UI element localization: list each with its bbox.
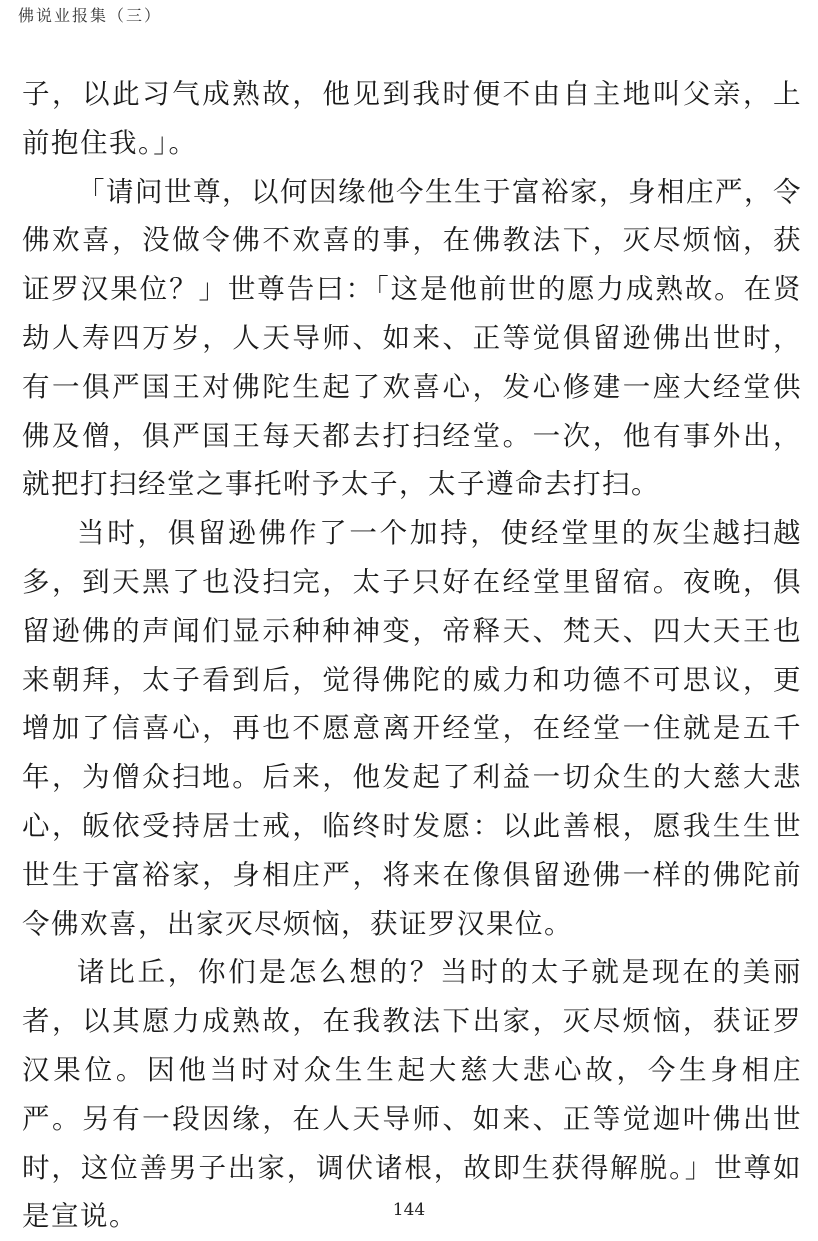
paragraph: 诸比丘，你们是怎么想的？当时的太子就是现在的美丽者，以其愿力成熟故，在我教法下出家，灭尽烦恼，获证罗汉果位。因他当时对众生生起大慈大悲心故，今生身相庄严。另有一段因缘，在人天导师、如来、正等觉迦叶佛出世时，这位善男子出家，调伏诸根，故即生获得解脱。」世尊如是宣说。 <box>22 956 802 1233</box>
body-text <box>22 70 802 1241</box>
paragraph: 「请问世尊，以何因缘他今生生于富裕家，身相庄严，令佛欢喜，没做令佛不欢喜的事，在佛教法下，灭尽烦恼，获证罗汉果位？」世尊告曰：「这是他前世的愿力成熟故。在贤劫人寿四万岁，人天导师、如来、正等觉俱留逊佛出世时，有一俱严国王对佛陀生起了欢喜心，发心修建一座大经堂供佛及僧，俱严国王每天都去打扫经堂。一次，他有事外出，就把打扫经堂之事托咐予太子，太子遵命去打扫。 <box>22 175 802 501</box>
running-header: 佛说业报集（三） <box>18 6 163 25</box>
paragraph-continuation: 子，以此习气成熟故，他见到我时便不由自主地叫父亲，上前抱住我。」。 <box>22 78 802 159</box>
paragraph: 当时，俱留逊佛作了一个加持，使经堂里的灰尘越扫越多，到天黑了也没扫完，太子只好在经堂里留宿。夜晚，俱留逊佛的声闻们显示种种神变，帝释天、梵天、四大天王也来朝拜，太子看到后，觉得佛陀的威力和功德不可思议，更增加了信喜心，再也不愿意离开经堂，在经堂一住就是五千年，为僧众扫地。后来，他发起了利益一切众生的大慈大悲心，皈依受持居士戒，临终时发愿：以此善根，愿我生生世世生于富裕家，身相庄严，将来在像俱留逊佛一样的佛陀前令佛欢喜，出家灭尽烦恼，获证罗汉果位。 <box>22 517 802 940</box>
page-number: 144 <box>392 1200 426 1220</box>
